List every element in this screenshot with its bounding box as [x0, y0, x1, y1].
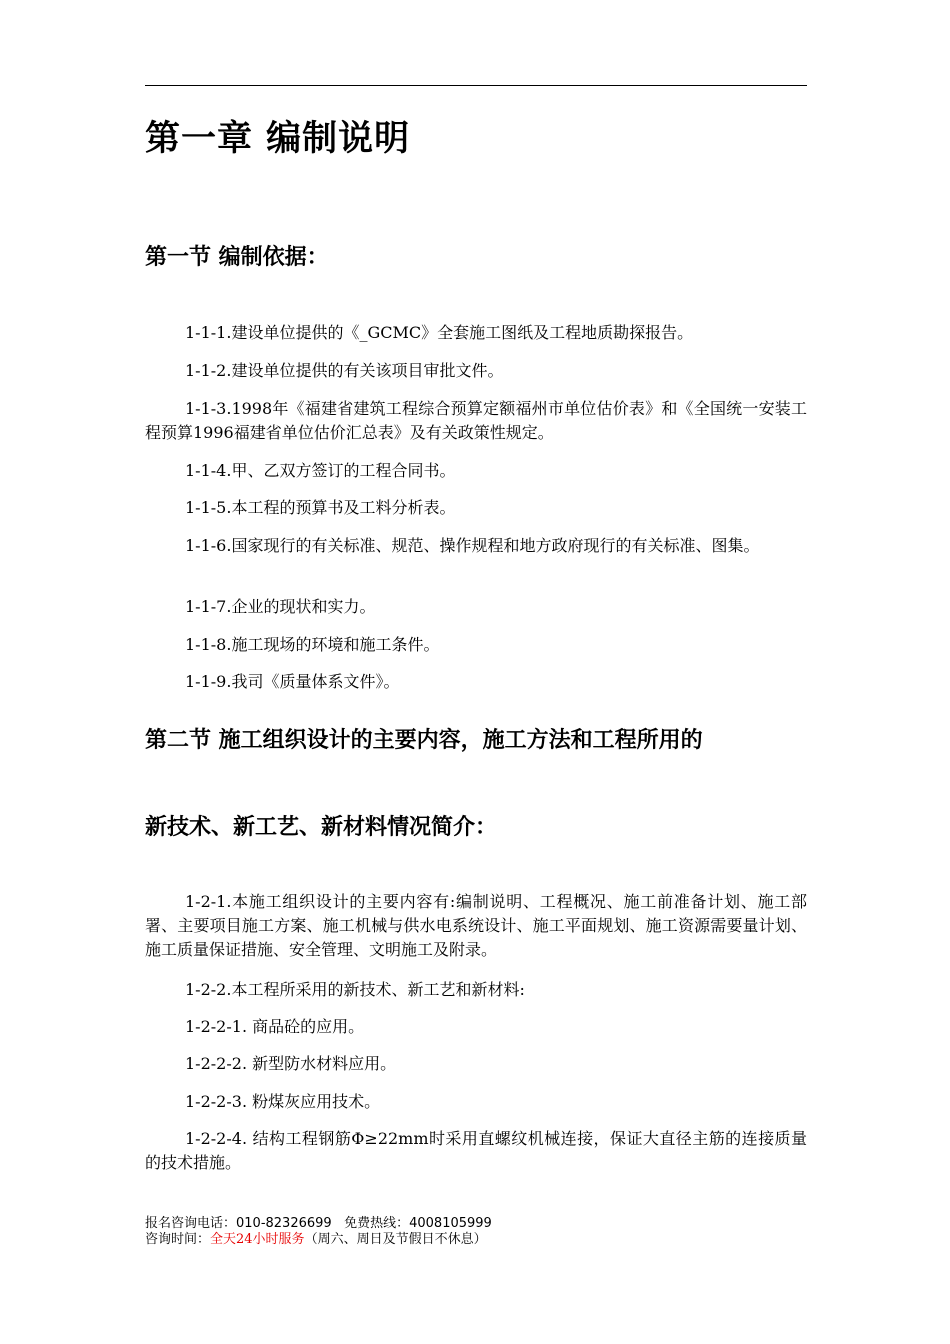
paragraph-1-2-2-2: 1-2-2-2. 新型防水材料应用。: [185, 1054, 397, 1073]
chapter-title: 第一章 编制说明: [145, 119, 411, 159]
paragraph-1-1-6: 1-1-6.国家现行的有关标准、规范、操作规程和地方政府现行的有关标准、图集。: [185, 536, 760, 555]
section-2-title-line-2: 新技术、新工艺、新材料情况简介：: [145, 815, 498, 840]
footer-hotline-label: 免费热线：: [344, 1216, 410, 1231]
paragraph-1-2-2: 1-2-2.本工程所采用的新技术、新工艺和新材料:: [185, 980, 525, 999]
paragraph-1-2-2-4: 1-2-2-4. 结构工程钢筋Φ≥22mm时采用直螺纹机械连接，保证大直径主筋的连接质量的技术措施。: [145, 1129, 807, 1172]
footer-phone-label: 报名咨询电话：: [145, 1216, 237, 1231]
paragraph-1-1-1: 1-1-1.建设单位提供的《_GCMC》全套施工图纸及工程地质勘探报告。: [185, 323, 694, 342]
paragraph-1-1-5: 1-1-5.本工程的预算书及工料分析表。: [185, 498, 456, 517]
paragraph-1-1-9: 1-1-9.我司《质量体系文件》。: [185, 672, 400, 691]
paragraph-1-1-2: 1-1-2.建设单位提供的有关该项目审批文件。: [185, 361, 504, 380]
paragraph-1-1-7: 1-1-7.企业的现状和实力。: [185, 597, 376, 616]
footer-phone-number: 010-82326699: [236, 1216, 332, 1231]
footer-hours-note: （周六、周日及节假日不休息）: [304, 1232, 487, 1247]
footer-hotline-number: 4008105999: [409, 1216, 492, 1231]
paragraph-1-2-2-1: 1-2-2-1. 商品砼的应用。: [185, 1017, 365, 1036]
footer-hours-line: [145, 1232, 845, 1248]
paragraph-1-2-2-3: 1-2-2-3. 粉煤灰应用技术。: [185, 1092, 381, 1111]
footer-hours-highlight: 全天24小时服务: [210, 1232, 305, 1247]
footer-contact-line: [145, 1216, 845, 1232]
paragraph-1-2-1: 1-2-1.本施工组织设计的主要内容有:编制说明、工程概况、施工前准备计划、施工部署、主要项目施工方案、施工机械与供水电系统设计、施工平面规划、施工资源需要量计划、施工质量保证措施、安全管理、文明施工及附录。: [145, 892, 807, 959]
paragraph-1-1-8: 1-1-8.施工现场的环境和施工条件。: [185, 635, 440, 654]
section-1-title: 第一节 编制依据：: [145, 245, 329, 270]
header-rule: [145, 85, 807, 86]
section-2-title-line-1: 第二节 施工组织设计的主要内容，施工方法和工程所用的: [145, 728, 703, 753]
paragraph-1-1-3: 1-1-3.1998年《福建省建筑工程综合预算定额福州市单位估价表》和《全国统一安装工程预算1996福建省单位估价汇总表》及有关政策性规定。: [145, 399, 807, 442]
paragraph-1-1-4: 1-1-4.甲、乙双方签订的工程合同书。: [185, 461, 456, 480]
footer-hours-label: 咨询时间：: [145, 1232, 211, 1247]
